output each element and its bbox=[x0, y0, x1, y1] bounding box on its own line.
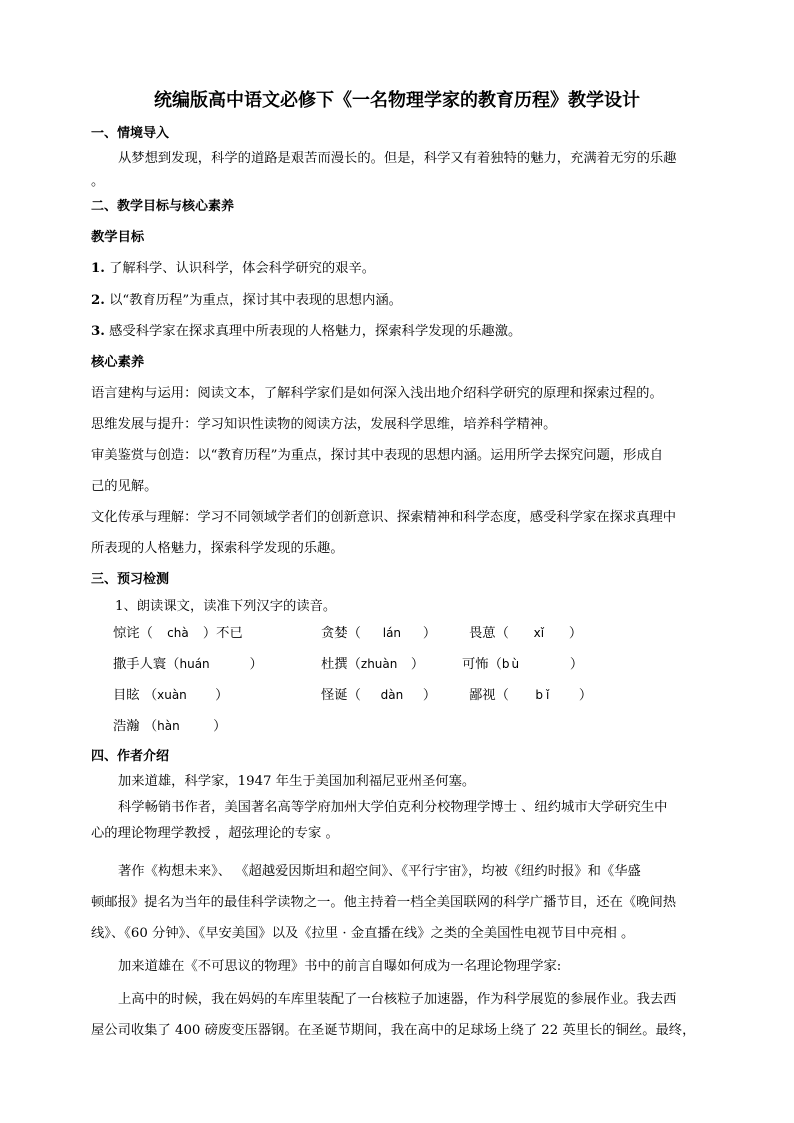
word-close: ） bbox=[569, 657, 584, 672]
pinyin: zhuàn bbox=[360, 657, 398, 671]
goal-item bbox=[91, 260, 375, 278]
section-heading-intro: 一、情境导入 bbox=[91, 126, 170, 141]
pinyin: dàn bbox=[380, 688, 404, 702]
section-heading-preview: 三、预习检测 bbox=[91, 572, 170, 587]
reading-item bbox=[469, 624, 582, 643]
core-item: 思维发展与提升：学习知识性读物的阅读方法，发展科学思维，培养科学精神。 bbox=[91, 417, 557, 432]
intro-paragraph-end: 。 bbox=[91, 174, 105, 189]
word: 畏葸（ bbox=[469, 626, 509, 641]
word-close: ） bbox=[215, 688, 229, 703]
word: 怪诞（ bbox=[321, 688, 361, 703]
section-heading-author: 四、作者介绍 bbox=[91, 749, 170, 764]
author-paragraph-continued: 顿邮报》提名为当年的最佳科学读物之一。他主持着一档全美国联网的科学广播节目，还在《晚间热 bbox=[91, 895, 677, 910]
goals-subheading: 教学目标 bbox=[91, 230, 145, 245]
word: 可怖（ bbox=[462, 657, 502, 672]
author-paragraph-continued: 屋公司收集了 400 磅废变压器钢。在圣诞节期间，我在高中的足球场上绕了 22 英里长的铜丝。最终， bbox=[91, 1023, 696, 1038]
word-close: ） bbox=[422, 626, 437, 641]
reading-item bbox=[321, 624, 436, 643]
reading-item bbox=[113, 686, 228, 705]
word-close: ） bbox=[410, 657, 425, 672]
preview-instruction: 1、朗读课文，读准下列汉字的读音。 bbox=[115, 599, 337, 614]
word-close: ） bbox=[422, 688, 437, 703]
goal-item bbox=[91, 292, 402, 310]
goal-number: 3. bbox=[91, 324, 105, 339]
goal-item bbox=[91, 323, 521, 341]
pinyin: bǐ bbox=[535, 688, 553, 702]
core-item-continued: 己的见解。 bbox=[91, 479, 158, 494]
core-item: 审美鉴赏与创造：以“教育历程”为重点，探讨其中表现的思想内涵。运用所学去探究问题，形成自 bbox=[91, 448, 664, 463]
word: 浩瀚 （ bbox=[113, 719, 158, 734]
reading-item bbox=[113, 624, 243, 643]
word: 撒手人寰（ bbox=[113, 657, 180, 672]
core-item-continued: 所表现的人格魅力，探索科学发现的乐趣。 bbox=[91, 541, 344, 556]
pinyin: lán bbox=[382, 626, 402, 640]
author-paragraph: 上高中的时候，我在妈妈的车库里装配了一台核粒子加速器，作为科学展览的参展作业。我去西 bbox=[118, 992, 677, 1007]
core-subheading: 核心素养 bbox=[91, 355, 145, 370]
pinyin: bù bbox=[501, 657, 522, 671]
author-paragraph: 加来道雄，科学家，1947 年生于美国加利福尼亚州圣何塞。 bbox=[118, 774, 476, 789]
author-paragraph: 科学畅销书作者，美国著名高等学府加州大学伯克利分校物理学博士 、纽约城市大学研究生中 bbox=[118, 800, 668, 815]
author-paragraph: 著作《构想未来》、 《超越爱因斯坦和超空间》、《平行宇宙》，均被《纽约时报》和《华盛 bbox=[118, 864, 641, 879]
word-close: ） bbox=[568, 626, 583, 641]
pinyin: xuàn bbox=[157, 688, 187, 702]
word: 杜撰（ bbox=[321, 657, 361, 672]
word: 目眩 （ bbox=[113, 688, 158, 703]
pinyin: xǐ bbox=[533, 626, 545, 640]
word-close: ） bbox=[578, 688, 593, 703]
section-heading-goals: 二、教学目标与核心素养 bbox=[91, 199, 235, 214]
author-paragraph-continued: 心的理论物理学教授 ，超弦理论的专家 。 bbox=[91, 826, 339, 841]
core-item: 文化传承与理解：学习不同领域学者们的创新意识、探索精神和科学态度，感受科学家在探求真理中 bbox=[91, 510, 677, 525]
word: 惊诧（ bbox=[113, 626, 153, 641]
author-paragraph: 加来道雄在《不可思议的物理》书中的前言自曝如何成为一名理论物理学家: bbox=[118, 959, 562, 974]
word-close: ） bbox=[249, 657, 263, 672]
goal-number: 2. bbox=[91, 293, 105, 308]
reading-item bbox=[113, 717, 226, 736]
word-close: ）不已 bbox=[202, 626, 243, 641]
author-paragraph-continued: 线》、《60 分钟》、《早安美国》以及《拉里 · 金直播在线》之类的全美国性电视节目中亮相 。 bbox=[91, 926, 635, 941]
core-item: 语言建构与运用：阅读文本，了解科学家们是如何深入浅出地介绍科学研究的原理和探索过程的。 bbox=[91, 386, 663, 401]
reading-item bbox=[469, 686, 592, 705]
goal-text: 感受科学家在探求真理中所表现的人格魅力，探索科学发现的乐趣激。 bbox=[109, 324, 522, 339]
reading-item bbox=[113, 655, 263, 674]
pinyin: hàn bbox=[157, 719, 180, 733]
goal-text: 以“教育历程”为重点，探讨其中表现的思想内涵。 bbox=[109, 293, 402, 308]
pinyin: huán bbox=[179, 657, 210, 671]
reading-item bbox=[462, 655, 583, 674]
reading-item bbox=[321, 655, 424, 674]
pinyin: chà bbox=[167, 626, 189, 640]
word: 贪婪（ bbox=[321, 626, 361, 641]
reading-item bbox=[321, 686, 436, 705]
intro-paragraph: 从梦想到发现，科学的道路是艰苦而漫长的。但是，科学又有着独特的魅力，充满着无穷的乐趣 bbox=[118, 151, 677, 166]
word-close: ） bbox=[213, 719, 227, 734]
word: 鄙视（ bbox=[469, 688, 509, 703]
goal-number: 1. bbox=[91, 261, 105, 276]
document-title: 统编版高中语文必修下《一名物理学家的教育历程》教学设计 bbox=[154, 90, 640, 111]
goal-text: 了解科学、认识科学，体会科学研究的艰辛。 bbox=[109, 261, 376, 276]
